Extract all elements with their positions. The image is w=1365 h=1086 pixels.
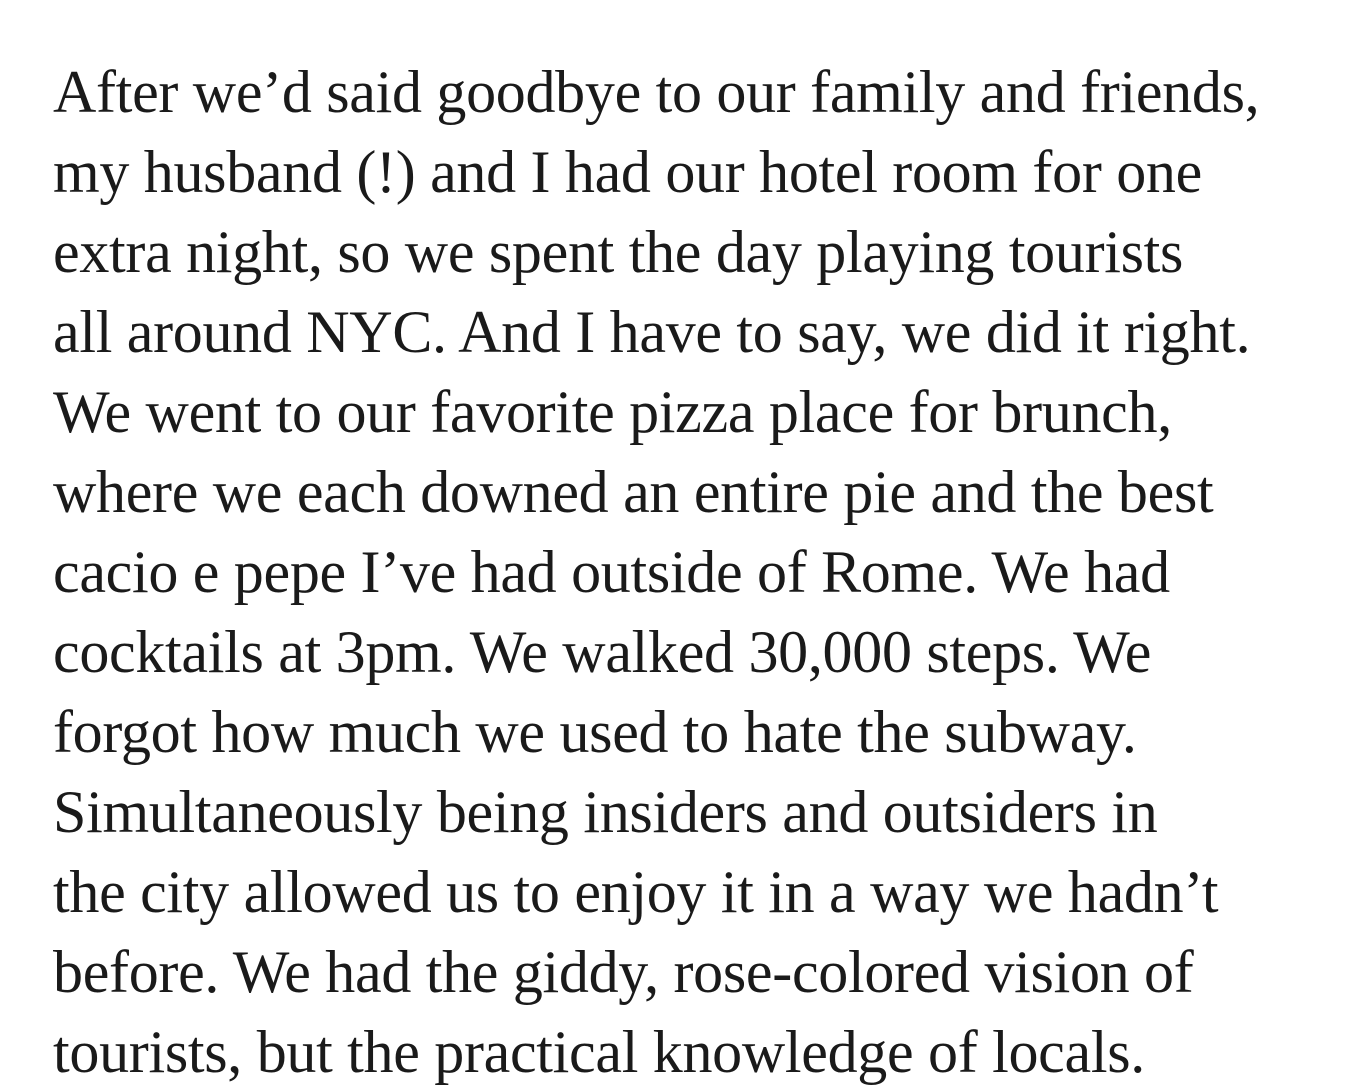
paragraph-line: cocktails at 3pm. We walked 30,000 steps. We — [53, 619, 1152, 685]
paragraph-line: tourists, but the practical knowledge of locals. — [53, 1019, 1145, 1085]
paragraph-line: extra night, so we spent the day playing tourists — [53, 219, 1184, 285]
paragraph-line: cacio e pepe I’ve had outside of Rome. We had — [53, 539, 1170, 605]
paragraph-line: all around NYC. And I have to say, we did it right. — [53, 299, 1251, 365]
paragraph-line: forgot how much we used to hate the subway. — [53, 699, 1137, 765]
paragraph-line: my husband (!) and I had our hotel room for one — [53, 139, 1202, 205]
article-paragraph — [53, 52, 1325, 1086]
paragraph-line: Simultaneously being insiders and outsiders in — [53, 779, 1158, 845]
paragraph-line: We went to our favorite pizza place for brunch, — [53, 379, 1172, 445]
paragraph-line: before. We had the giddy, rose-colored vision of — [53, 939, 1194, 1005]
paragraph-line: the city allowed us to enjoy it in a way we hadn’t — [53, 859, 1219, 925]
paragraph-line: where we each downed an entire pie and the best — [53, 459, 1214, 525]
paragraph-line: After we’d said goodbye to our family and friends, — [53, 59, 1260, 125]
